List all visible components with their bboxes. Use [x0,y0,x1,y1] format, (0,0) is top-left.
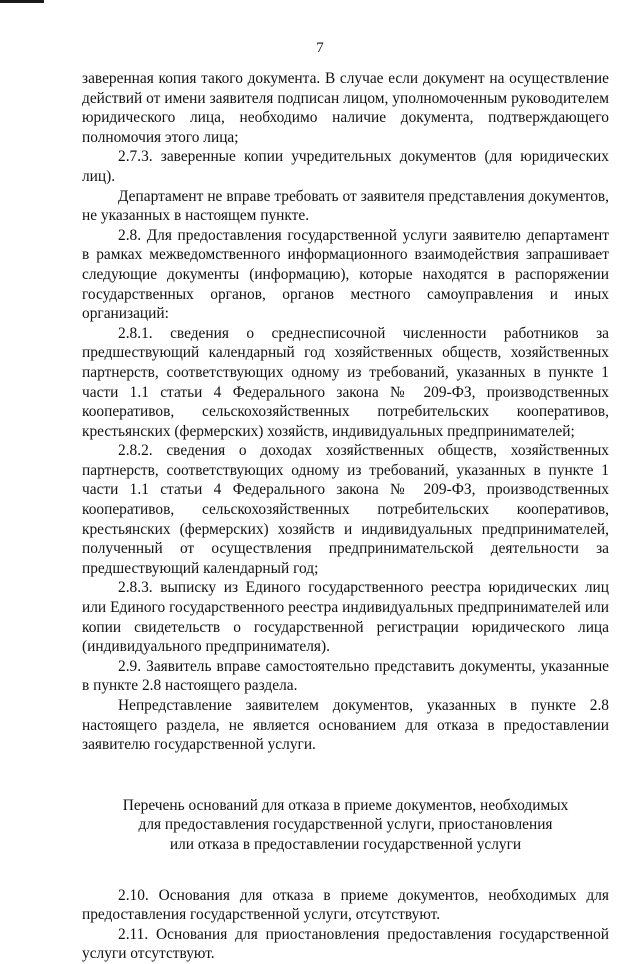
scan-corner-mark [0,0,44,3]
paragraph: 2.10. Основания для отказа в приеме документов, необходимых для предоставления государственной услуги, отсутствуют. [82,886,609,924]
section-heading [82,796,609,855]
paragraphs-before-heading [82,69,609,755]
section-heading-line: или отказа в предоставлении государственной услуги [169,835,522,853]
paragraph: 2.9. Заявитель вправе самостоятельно представить документы, указанные в пункте 2.8 настоящего раздела. [82,657,609,695]
paragraph: 2.8.3. выписку из Единого государственного реестра юридических лиц или Единого государственного реестра индивидуальных предпринимателей или копии свидетельств о государственной регистрации юридического лица (индивидуального предпринимателя). [82,579,609,656]
paragraph: 2.11. Основания для приостановления предоставления государственной услуги отсутствуют. [82,925,609,963]
paragraph: Непредставление заявителем документов, указанных в пункте 2.8 настоящего раздела, не является основанием для отказа в предоставлении заявителю государственной услуги. [82,697,609,754]
paragraph: 2.8.1. сведения о среднесписочной численности работников за предшествующий календарный год хозяйственных обществ, хозяйственных партнерств, соответствующих одному из требований, указанных в пункте 1 части 1.1 статьи 4 Федерального закона № 209-ФЗ, производственных кооперативов, сельскохозяйственных потребительских кооперативов, крестьянских (фермерских) хозяйств, индивидуальных предпринимателей; [82,324,609,440]
document-body [82,69,609,964]
section-heading-line: для предоставления государственной услуги, приостановления [138,816,553,834]
page-number: 7 [316,40,324,56]
paragraphs-after-heading [82,886,609,964]
paragraph: 2.7.3. заверенные копии учредительных документов (для юридических лиц). [82,148,609,185]
paragraph: 2.8.2. сведения о доходах хозяйственных обществ, хозяйственных партнерств, соответствующих одному из требований, указанных в пункте 1 части 1.1 статьи 4 Федерального закона № 209-ФЗ, производственных кооперативов, сельскохозяйственных потребительских кооперативов, крестьянских (фермерских) хозяйств и индивидуальных предпринимателей, полученный от осуществления предпринимательской деятельности за предшествующий календарный год; [82,442,609,577]
paragraph: 2.8. Для предоставления государственной услуги заявителю департамент в рамках межведомственного информационного взаимодействия запрашивает следующие документы (информацию), которые находятся в распоряжении государственных органов, органов местного самоуправления и иных организаций: [82,226,609,323]
paragraph: Департамент не вправе требовать от заявителя представления документов, не указанных в настоящем пункте. [82,187,609,225]
section-heading-line: Перечень оснований для отказа в приеме документов, необходимых [122,796,569,814]
paragraph: заверенная копия такого документа. В случае если документ на осуществление действий от имени заявителя подписан лицом, уполномоченным руководителем юридического лица, необходимо наличие документа, подтверждающего полномочия этого лица; [82,70,609,146]
